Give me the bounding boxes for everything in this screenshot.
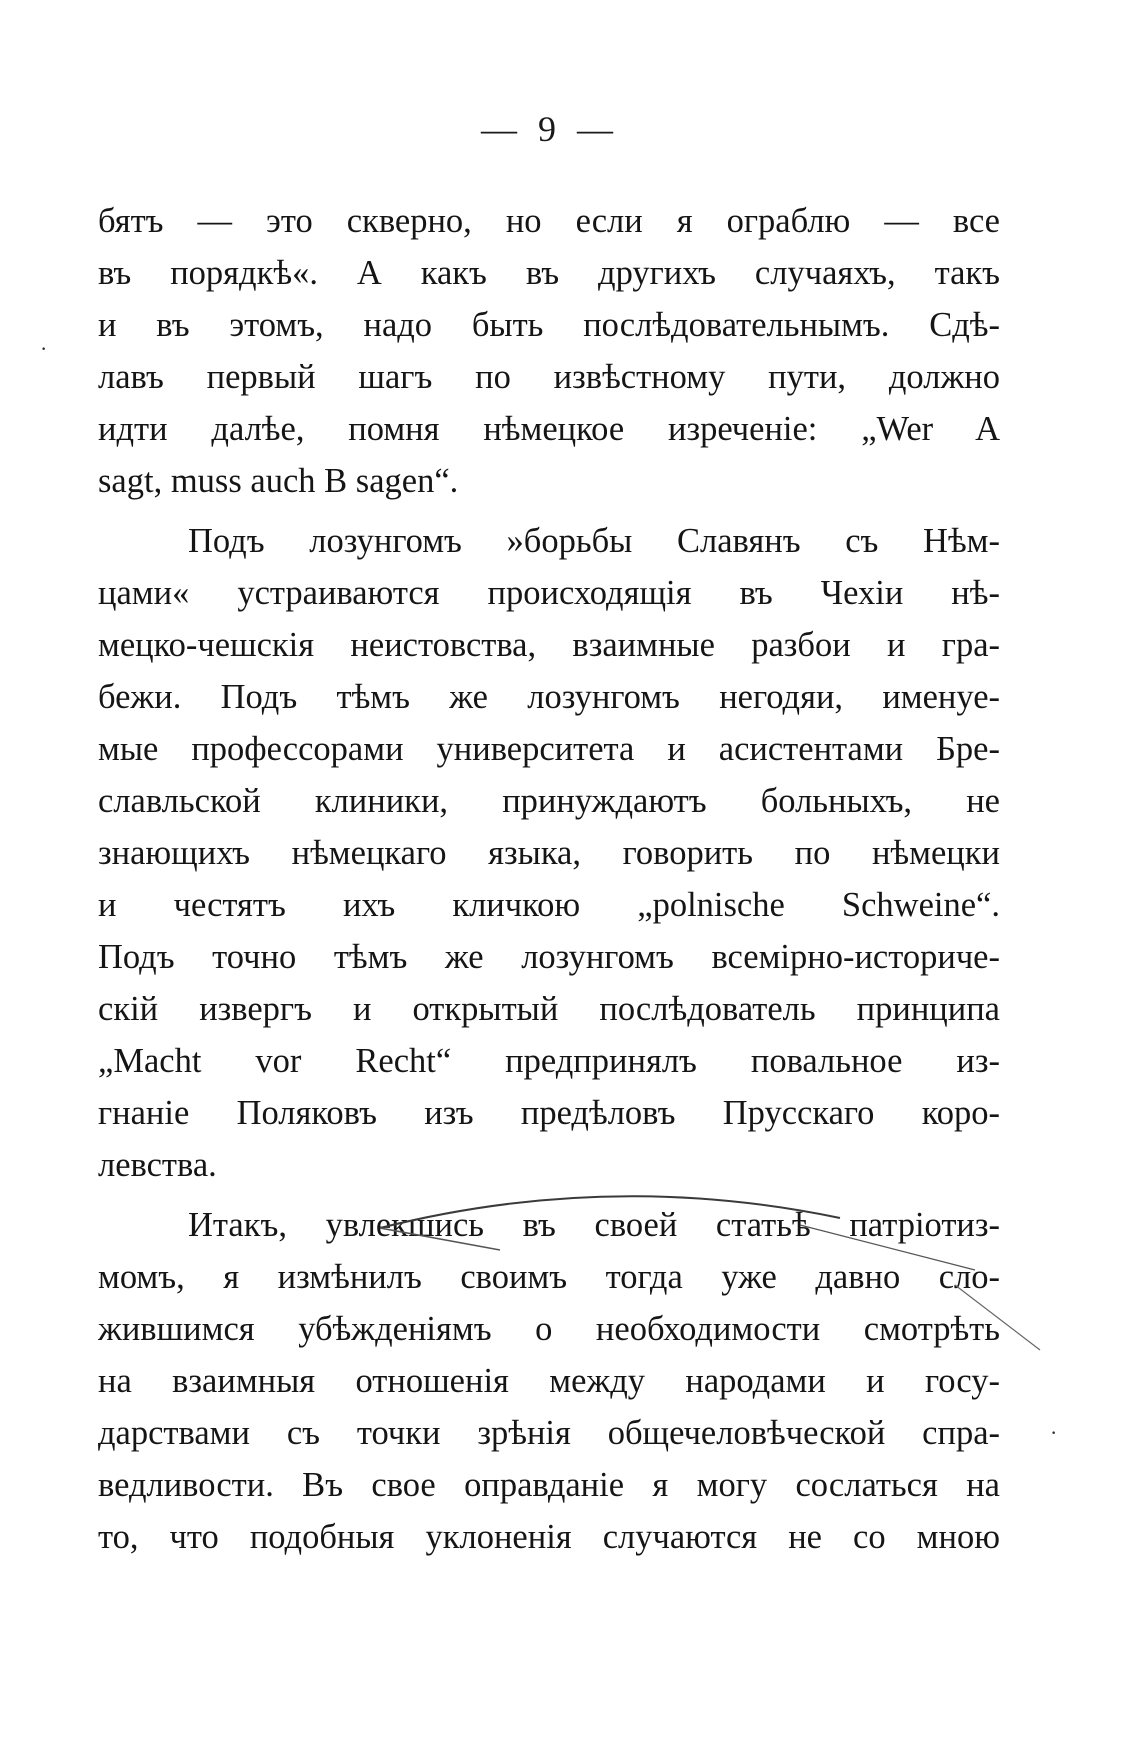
- paragraph: [98, 195, 1000, 507]
- margin-dot-mark: ·: [1050, 1420, 1058, 1445]
- paragraph: [98, 1199, 1000, 1563]
- text-line: знающихъ нѣмецкаго языка, говорить по нѣмецки: [98, 834, 1000, 872]
- text-line: „Macht vor Recht“ предпринялъ повальное из-: [98, 1042, 1000, 1080]
- text-line: лавъ первый шагъ по извѣстному пути, должно: [98, 358, 1000, 396]
- text-line: бятъ — это скверно, но если я ограблю — все: [98, 202, 1000, 240]
- text-line: бежи. Подъ тѣмъ же лозунгомъ негодяи, именуе-: [98, 678, 1000, 716]
- text-line: мые профессорами университета и асистентами Бре-: [98, 730, 1000, 768]
- text-line: гнаніе Поляковъ изъ предѣловъ Прусскаго коро-: [98, 1094, 1000, 1132]
- text-line: момъ, я измѣнилъ своимъ тогда уже давно сло-: [98, 1258, 1000, 1296]
- text-line: и честятъ ихъ кличкою „polnische Schweine“.: [98, 886, 1000, 924]
- text-line: Подъ лозунгомъ »борьбы Славянъ съ Нѣм-: [188, 522, 1000, 560]
- text-line: жившимся убѣжденіямъ о необходимости смотрѣть: [98, 1310, 1000, 1348]
- text-line: и въ этомъ, надо быть послѣдовательнымъ. Сдѣ-: [98, 306, 1000, 344]
- margin-dot-mark: ·: [40, 336, 48, 361]
- text-line: на взаимныя отношенія между народами и госу-: [98, 1362, 1000, 1400]
- text-line: то, что подобныя уклоненія случаются не со мною: [98, 1518, 1000, 1556]
- text-line: мецко-чешскія неистовства, взаимные разбои и гра-: [98, 626, 1000, 664]
- text-line: sagt, muss auch B sagen“.: [98, 462, 459, 500]
- text-line: Итакъ, увлекшись въ своей статьѣ патріотиз-: [188, 1206, 1000, 1244]
- text-line: левства.: [98, 1146, 217, 1184]
- text-line: цами« устраиваются происходящія въ Чехіи нѣ-: [98, 574, 1000, 612]
- text-line: Подъ точно тѣмъ же лозунгомъ всемірно-историче-: [98, 938, 1000, 976]
- paragraph: [98, 515, 1000, 1191]
- page-number: — 9 —: [481, 109, 619, 149]
- text-line: славльской клиники, принуждаютъ больныхъ, не: [98, 782, 1000, 820]
- body-text: [98, 195, 1000, 1563]
- text-line: въ порядкѣ«. А какъ въ другихъ случаяхъ, такъ: [98, 254, 1000, 292]
- text-line: идти далѣе, помня нѣмецкое изреченіе: „Wer A: [98, 410, 1000, 448]
- text-line: скій извергъ и открытый послѣдователь принципа: [98, 990, 1000, 1028]
- text-line: ведливости. Въ свое оправданіе я могу сослаться на: [98, 1466, 1000, 1504]
- text-line: дарствами съ точки зрѣнія общечеловѣческой спра-: [98, 1414, 1000, 1452]
